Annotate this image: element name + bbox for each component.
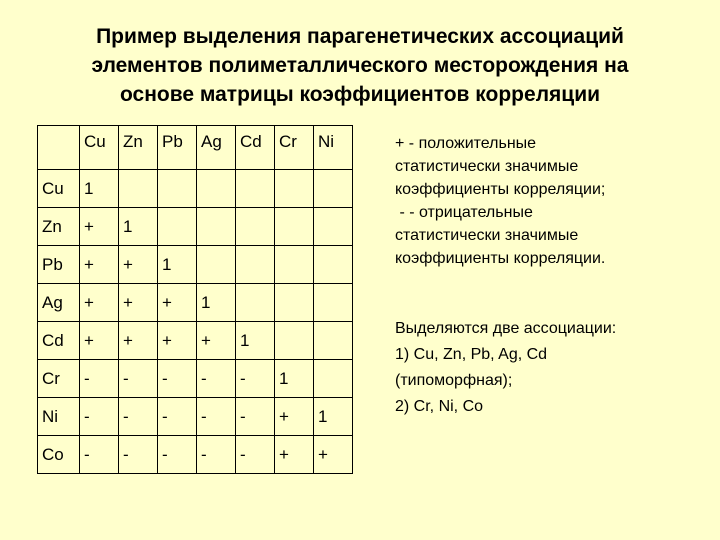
matrix-cell: + [80, 246, 119, 284]
matrix-cell [314, 360, 353, 398]
row-header: Pb [38, 246, 80, 284]
matrix-cell: 1 [197, 284, 236, 322]
matrix-corner-cell [38, 126, 80, 170]
table-row [38, 284, 353, 322]
legend-plus-line-1: + - положительные [395, 135, 537, 152]
matrix-cell: - [236, 398, 275, 436]
matrix-cell [236, 246, 275, 284]
matrix-cell: - [236, 436, 275, 474]
matrix-cell: 1 [119, 208, 158, 246]
associations-intro: Выделяются две ассоциации: [395, 320, 617, 337]
table-row [38, 208, 353, 246]
matrix-cell: - [119, 360, 158, 398]
matrix-cell: 1 [314, 398, 353, 436]
table-row [38, 360, 353, 398]
matrix-cell: - [158, 398, 197, 436]
matrix-cell: - [80, 398, 119, 436]
matrix-cell: - [119, 398, 158, 436]
row-header: Cu [38, 170, 80, 208]
column-header: Ni [314, 126, 353, 170]
table-row [38, 436, 353, 474]
column-header: Cd [236, 126, 275, 170]
matrix-cell [314, 170, 353, 208]
column-header: Cu [80, 126, 119, 170]
matrix-cell: - [80, 436, 119, 474]
matrix-cell [314, 208, 353, 246]
row-header: Ag [38, 284, 80, 322]
title-line-3: основе матрицы коэффициентов корреляции [119, 83, 601, 106]
row-header: Ni [38, 398, 80, 436]
row-header: Zn [38, 208, 80, 246]
associations [395, 316, 616, 420]
matrix-cell [314, 246, 353, 284]
matrix-cell [236, 284, 275, 322]
matrix-cell [197, 246, 236, 284]
matrix-cell [158, 208, 197, 246]
correlation-matrix [37, 125, 353, 474]
row-header: Co [38, 436, 80, 474]
row-header: Cd [38, 322, 80, 360]
matrix-cell: + [80, 322, 119, 360]
legend-minus-line-1: - - отрицательные [395, 204, 533, 221]
matrix-cell [275, 170, 314, 208]
matrix-cell: + [275, 436, 314, 474]
legend-minus-line-3: коэффициенты корреляции. [395, 250, 606, 267]
association-1-line-2: (типоморфная); [395, 372, 513, 389]
matrix-cell: + [119, 246, 158, 284]
legend [395, 132, 605, 270]
matrix-cell: 1 [275, 360, 314, 398]
table-row [38, 398, 353, 436]
matrix-cell: - [197, 436, 236, 474]
matrix-cell: - [236, 360, 275, 398]
page-title [20, 22, 700, 109]
matrix-cell: + [275, 398, 314, 436]
legend-plus-line-2: статистически значимые [395, 158, 579, 175]
matrix-cell: + [197, 322, 236, 360]
title-line-1: Пример выделения парагенетических ассоциаций [96, 25, 624, 48]
title-line-2: элементов полиметаллического месторождения на [91, 54, 629, 77]
table-row [38, 246, 353, 284]
table-row [38, 322, 353, 360]
column-header: Ag [197, 126, 236, 170]
matrix-cell [275, 322, 314, 360]
matrix-header-row [38, 126, 353, 170]
matrix-cell: - [197, 398, 236, 436]
association-1-line-1: 1) Cu, Zn, Pb, Ag, Cd [395, 346, 548, 363]
column-header: Pb [158, 126, 197, 170]
table-row [38, 170, 353, 208]
association-2: 2) Cr, Ni, Co [395, 398, 484, 415]
column-header: Zn [119, 126, 158, 170]
matrix-cell: + [80, 284, 119, 322]
matrix-cell: 1 [80, 170, 119, 208]
matrix-cell: - [197, 360, 236, 398]
legend-plus-line-3: коэффициенты корреляции; [395, 181, 606, 198]
matrix-cell: - [80, 360, 119, 398]
matrix-cell: + [119, 322, 158, 360]
matrix-cell: + [314, 436, 353, 474]
matrix-cell [197, 170, 236, 208]
matrix-cell: - [158, 360, 197, 398]
legend-minus-line-2: статистически значимые [395, 227, 579, 244]
matrix-cell [314, 322, 353, 360]
matrix-cell: + [80, 208, 119, 246]
row-header: Cr [38, 360, 80, 398]
matrix-cell [275, 284, 314, 322]
matrix-cell [119, 170, 158, 208]
matrix-cell: + [158, 284, 197, 322]
matrix-cell [314, 284, 353, 322]
matrix-cell: 1 [236, 322, 275, 360]
matrix-cell [236, 170, 275, 208]
matrix-cell [158, 170, 197, 208]
matrix-cell: + [158, 322, 197, 360]
column-header: Cr [275, 126, 314, 170]
matrix-cell [275, 246, 314, 284]
matrix-cell: - [158, 436, 197, 474]
matrix-cell: + [119, 284, 158, 322]
matrix-cell [275, 208, 314, 246]
matrix-cell: 1 [158, 246, 197, 284]
matrix-cell: - [119, 436, 158, 474]
matrix-cell [197, 208, 236, 246]
matrix-cell [236, 208, 275, 246]
